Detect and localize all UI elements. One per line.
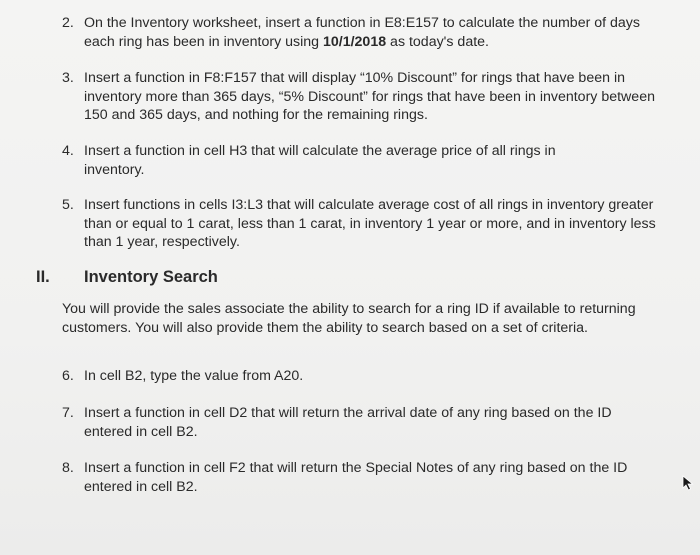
item-text-part: as today's date.	[386, 33, 489, 50]
item-number: 8.	[62, 460, 74, 476]
item-text: In cell B2, type the value from A20.	[84, 368, 304, 384]
item-number: 7.	[62, 405, 74, 421]
item-text: Insert a function in cell D2 that will return the arrival date of any ring based on the ID entered in cell B2.	[84, 405, 612, 440]
item-number: 3.	[62, 70, 74, 86]
mouse-pointer-icon	[682, 475, 694, 491]
section-number: II.	[36, 268, 50, 286]
item-number: 6.	[62, 368, 74, 384]
item-text: Insert a function in cell H3 that will calculate the average price of all rings in inventory.	[84, 143, 556, 178]
item-number: 2.	[62, 15, 74, 31]
item-text: Insert a function in cell F2 that will return the Special Notes of any ring based on the ID entered in cell B2.	[84, 460, 628, 495]
item-number: 5.	[62, 197, 74, 213]
item-text: Insert functions in cells I3:L3 that will calculate average cost of all rings in inventory greater than or equal to 1 carat, less than 1 carat, in inventory 1 year or more, and in inventory less than 1 year, respectively.	[84, 197, 656, 250]
section-description: You will provide the sales associate the ability to search for a ring ID if available to returning customers. You will also provide them the ability to search based on a set of criteria.	[62, 301, 636, 336]
item-text: Insert a function in F8:F157 that will display “10% Discount” for rings that have been in inventory more than 365 days, “5% Discount” for rings that have been in inventory between 150 and 365 days, and nothing for the remaining rings.	[84, 70, 655, 123]
item-text	[84, 14, 662, 51]
section-title: Inventory Search	[84, 268, 218, 286]
item-number: 4.	[62, 143, 74, 159]
item-text-part: On the Inventory worksheet, insert a function in E8:E157 to calculate the number of days each ring has been in inventory using	[84, 15, 640, 50]
date-value: 10/1/2018	[322, 33, 387, 50]
